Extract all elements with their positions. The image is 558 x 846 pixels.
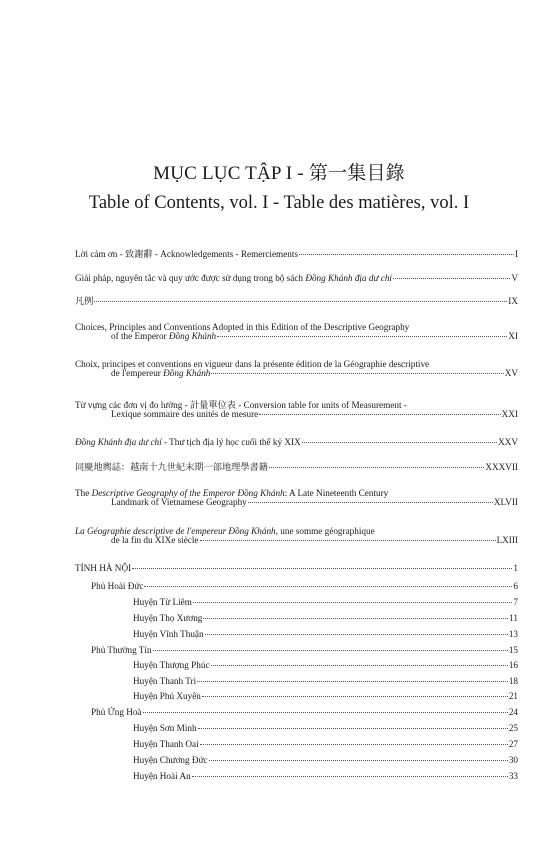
toc-entry-choix-principes[interactable]: Choix, principes et conventions en vigueur dans la présente édition de la Géographie descriptive de l'empereur Đồng Khánh XV <box>75 359 518 379</box>
toc-entry-huyen-tu-liem[interactable] <box>133 598 518 607</box>
toc-entry-tu-vung[interactable]: Từ vựng các đơn vị đo lường - 計量單位表 - Conversion table for units of Measurement - Lexique sommaire des unités de mesure XXI <box>75 400 518 420</box>
toc-page-number: 13 <box>508 629 518 639</box>
toc-page-number: XLVII <box>493 497 518 508</box>
toc-entry-text: Huyện Thanh Trì <box>133 676 197 686</box>
toc-page-number: 6 <box>513 581 518 591</box>
toc-entry-text: Huyện Hoài An <box>133 771 191 781</box>
toc-entry-tinh-ha-noi[interactable] <box>75 564 518 573</box>
toc-page-number: 21 <box>508 691 518 701</box>
toc-entry-text: Huyện Thọ Xương <box>133 613 203 623</box>
dot-leader <box>144 586 512 587</box>
toc-page-number: XXV <box>498 437 518 447</box>
toc-entry-text: TỈNH HÀ NỘI <box>75 563 132 573</box>
toc-entry-text: La Géographie descriptive de l'empereur Đồng Khánh, une somme géographique <box>75 526 375 536</box>
dot-leader <box>192 776 508 777</box>
toc-page-number: 18 <box>508 676 518 686</box>
dot-leader <box>211 665 508 666</box>
toc-entry-text: Từ vựng các đơn vị đo lường - 計量單位表 - Conversion table for units of Measurement - <box>75 400 407 410</box>
dot-leader <box>193 602 513 603</box>
dot-leader <box>205 634 508 635</box>
toc-entry-geographie-descriptive[interactable]: La Géographie descriptive de l'empereur Đồng Khánh, une somme géographique de la fin du XIXe siècle LXIII <box>75 526 518 546</box>
toc-entry-text: Choices, Principles and Conventions Adopted in this Edition of the Descriptive Geography <box>75 322 410 332</box>
toc-entry-huyen-thuong-phuc[interactable] <box>133 661 518 670</box>
toc-entry-text: Huyện Từ Liêm <box>133 597 192 607</box>
toc-entry-giai-phap[interactable] <box>75 274 518 283</box>
toc-entry-phu-ung-hoa[interactable] <box>91 708 518 717</box>
toc-page-number: 33 <box>508 771 518 781</box>
toc-entry-descriptive-geography[interactable]: The Descriptive Geography of the Emperor Đồng Khánh: A Late Nineteenth Century Landmark of Vietnamese Geography XLVII <box>75 488 518 508</box>
toc-entry-huyen-vinh-thuan[interactable] <box>133 630 518 639</box>
dot-leader <box>248 502 493 503</box>
toc-page-number: 25 <box>508 723 518 733</box>
toc-entry-text: Huyện Chương Đức <box>133 755 208 765</box>
toc-entry-text: Huyện Thanh Oai <box>133 739 199 749</box>
toc-page-number: LXIII <box>496 535 518 546</box>
dot-leader <box>393 278 510 279</box>
toc-page-number: IX <box>508 296 518 306</box>
toc-entry-choices-principles[interactable]: Choices, Principles and Conventions Adopted in this Edition of the Descriptive Geography of the Emperor Đồng Khánh XI <box>75 322 518 342</box>
toc-page-number: 27 <box>508 739 518 749</box>
toc-entry-huyen-son-minh[interactable] <box>133 724 518 733</box>
toc-entry-huyen-phu-xuyen[interactable] <box>133 692 518 701</box>
dot-leader <box>299 254 514 255</box>
toc-entry-text: The Descriptive Geography of the Emperor Đồng Khánh: A Late Nineteenth Century <box>75 488 389 498</box>
toc-page-number: 24 <box>508 707 518 717</box>
dot-leader <box>143 712 508 713</box>
toc-entry-text: Huyện Thượng Phúc <box>133 660 210 670</box>
toc-page-number: I <box>514 249 518 259</box>
toc-entry-phu-thuong-tin[interactable] <box>91 646 518 655</box>
dot-leader <box>153 650 508 651</box>
toc-entry-text: Lời cảm ơn - 致謝辭 - Acknowledgements - Remerciements <box>75 249 299 259</box>
toc-entry-text: Huyện Vĩnh Thuận <box>133 629 204 639</box>
toc-page-number: 7 <box>513 597 518 607</box>
toc-entry-dong-khanh-chinese[interactable] <box>75 463 518 472</box>
toc-page-number: 15 <box>508 645 518 655</box>
toc-entry-fan-li[interactable] <box>75 297 518 306</box>
toc-entry-huyen-thanh-tri[interactable] <box>133 677 518 686</box>
toc-entry-thu-tich[interactable] <box>75 438 518 447</box>
dot-leader <box>202 696 508 697</box>
toc-page-number: 30 <box>508 755 518 765</box>
toc-entry-huyen-hoai-an[interactable] <box>133 772 518 781</box>
toc-entry-text: Choix, principes et conventions en vigueur dans la présente édition de la Géographie descriptive <box>75 359 430 369</box>
toc-page-number: XXXVII <box>485 462 518 472</box>
toc-entry-text: Giải pháp, nguyên tắc và quy ước được sử dụng trong bộ sách Đồng Khánh địa dư chí <box>75 273 392 283</box>
toc-page-number: V <box>511 273 518 283</box>
dot-leader <box>200 744 508 745</box>
toc-page-number: 16 <box>508 660 518 670</box>
dot-leader <box>211 373 503 374</box>
toc-entry-text: Phủ Hoài Đức <box>91 581 144 591</box>
toc-entry-text: Phủ Ứng Hoà <box>91 707 142 717</box>
dot-leader <box>197 681 508 682</box>
toc-entry-text: 凡例 <box>75 296 94 306</box>
toc-page-number: 11 <box>509 613 518 623</box>
toc-entry-huyen-thanh-oai[interactable] <box>133 740 518 749</box>
dot-leader <box>209 760 508 761</box>
toc-entry-huyen-chuong-duc[interactable] <box>133 756 518 765</box>
toc-entry-text: Huyện Sơn Minh <box>133 723 197 733</box>
dot-leader <box>217 336 507 337</box>
dot-leader <box>132 568 512 569</box>
dot-leader <box>269 467 484 468</box>
toc-page-number: XV <box>504 368 518 379</box>
toc-page-number: 1 <box>513 563 518 573</box>
toc-entry-phu-hoai-duc[interactable] <box>91 582 518 591</box>
toc-page-number: XXI <box>501 409 518 420</box>
dot-leader <box>198 728 508 729</box>
toc-entry-text: 同慶地輿誌：越南十九世紀末期一部地理學書籍 <box>75 462 268 472</box>
toc-entry-text: Phủ Thường Tín <box>91 645 152 655</box>
toc-entry-text: Đồng Khánh địa dư chí - Thư tịch địa lý học cuối thế kỷ XIX <box>75 437 301 447</box>
toc-page-number: XI <box>508 331 518 342</box>
toc-entry-text: Huyện Phú Xuyên <box>133 691 201 701</box>
dot-leader <box>94 301 507 302</box>
dot-leader <box>203 618 508 619</box>
dot-leader <box>259 414 500 415</box>
dot-leader <box>200 540 496 541</box>
toc-entry-huyen-tho-xuong[interactable] <box>133 614 518 623</box>
page-title: MỤC LỤC TẬP I - 第一集目錄 <box>153 163 405 184</box>
toc-entry-acknowledgements[interactable] <box>75 250 518 259</box>
page-subtitle: Table of Contents, vol. I - Table des matières, vol. I <box>88 193 470 213</box>
dot-leader <box>302 442 497 443</box>
